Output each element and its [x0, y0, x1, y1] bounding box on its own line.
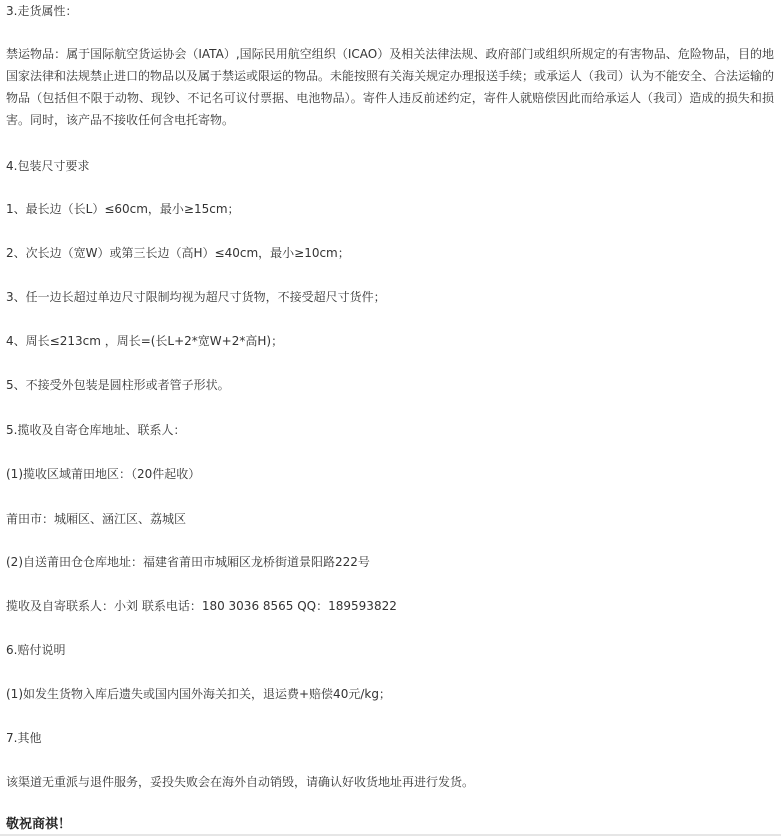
size-rule-2: 2、次长边（宽W）或第三长边（高H）≤40cm，最小≥10cm； [6, 246, 350, 260]
section-6-title: 6.赔付说明 [6, 643, 66, 657]
section-5-title: 5.揽收及自寄仓库地址、联系人： [6, 423, 186, 437]
size-rule-4: 4、周长≤213cm ，周长=(长L+2*宽W+2*高H)； [6, 334, 284, 348]
pickup-area: (1)揽收区域莆田地区：（20件起收） [6, 467, 201, 481]
section-7-title: 7.其他 [6, 731, 42, 745]
prohibited-items-paragraph: 禁运物品：属于国际航空货运协会（IATA）,国际民用航空组织（ICAO）及相关法律法规、政府部门或组织所规定的有害物品、危险物品，目的地国家法律和法规禁止进口的物品以及属于禁运或限运的物品。未能按照有关海关规定办理报送手续；或承运人（我司）认为不能安全、合法运输的物品（包括但不限于动物、现钞、不记名可议付票据、电池物品）。寄件人违反前述约定，寄件人就赔偿因此而给承运人（我司）造成的损失和损害。同时，该产品不接收任何含电托寄物。 [6, 47, 775, 127]
size-rule-1: 1、最长边（长L）≤60cm，最小≥15cm； [6, 202, 240, 216]
other-notes: 该渠道无重派与退件服务，妥投失败会在海外自动销毁，请确认好收货地址再进行发货。 [6, 775, 475, 789]
contact-info: 揽收及自寄联系人：小刘 联系电话：180 3036 8565 QQ：189593822 [6, 599, 397, 613]
section-3-title: 3.走货属性： [6, 4, 78, 18]
pickup-districts: 莆田市：城厢区、涵江区、荔城区 [6, 512, 187, 526]
section-4-title: 4.包装尺寸要求 [6, 159, 90, 173]
warehouse-address: (2)自送莆田仓仓库地址：福建省莆田市城厢区龙桥街道景阳路222号 [6, 555, 370, 569]
size-rule-5: 5、不接受外包装是圆柱形或者管子形状。 [6, 378, 230, 392]
compensation-rule-1: (1)如发生货物入库后遗失或国内国外海关扣关，退运费+赔偿40元/kg； [6, 687, 391, 701]
size-rule-3: 3、任一边长超过单边尺寸限制均视为超尺寸货物，不接受超尺寸货件； [6, 290, 386, 304]
closing-greeting: 敬祝商祺！ [6, 817, 72, 832]
